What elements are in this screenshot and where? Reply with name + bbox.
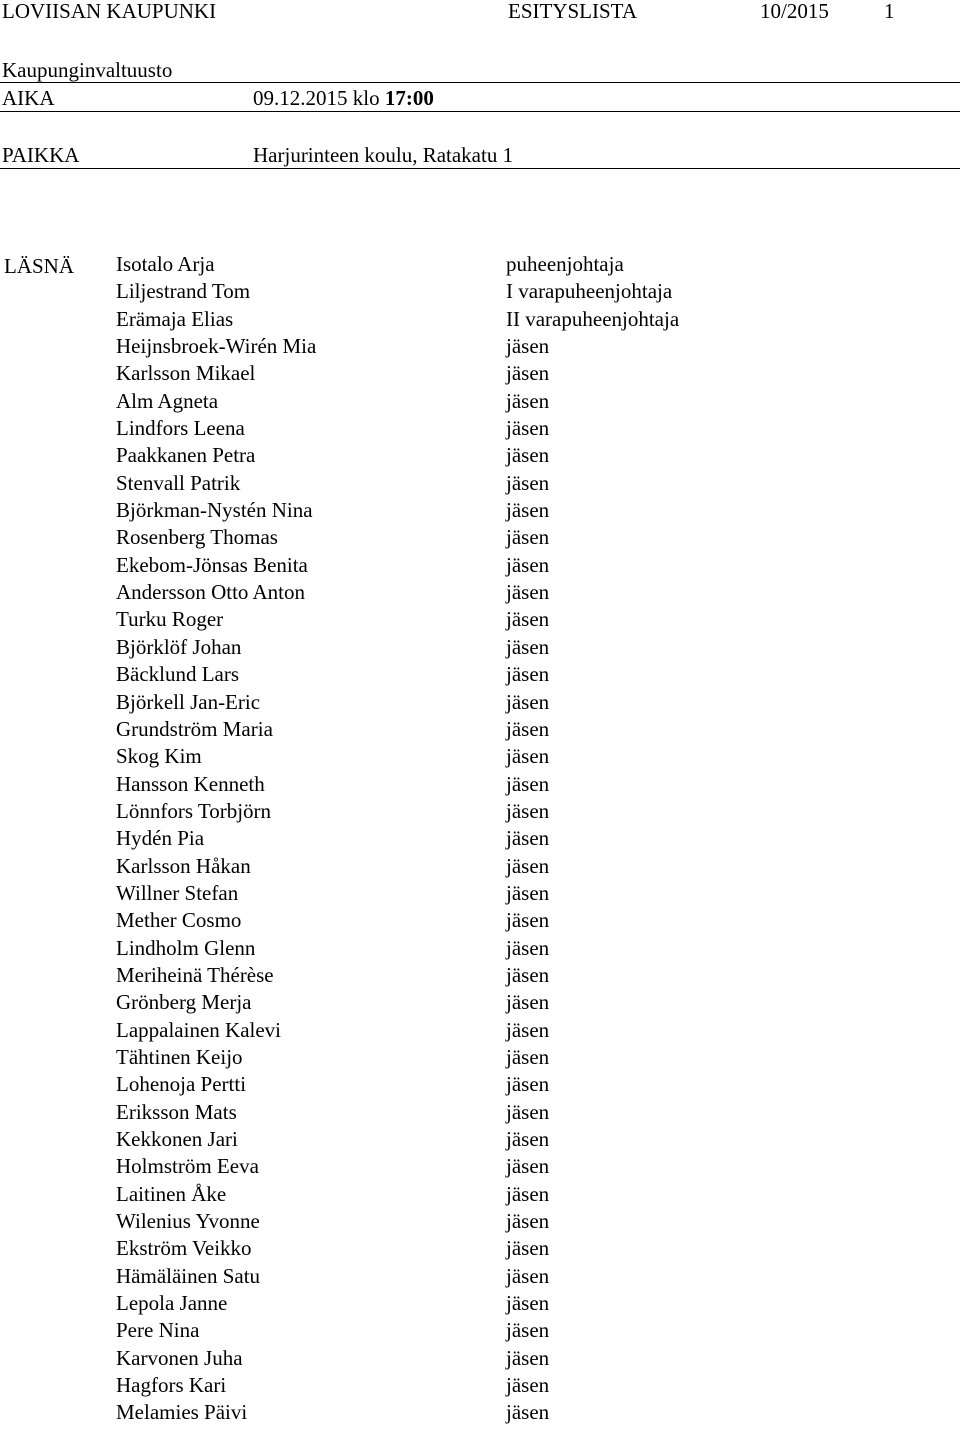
- list-item: [0, 527, 960, 554]
- member-role: jäsen: [506, 1345, 550, 1370]
- member-name: Pere Nina: [116, 1318, 200, 1343]
- member-name: Mether Cosmo: [116, 908, 242, 933]
- list-item: [0, 418, 960, 445]
- member-name: Lindfors Leena: [116, 416, 245, 441]
- member-name: Karvonen Juha: [116, 1345, 243, 1370]
- list-item: [0, 746, 960, 773]
- member-name: Hämäläinen Satu: [116, 1263, 261, 1288]
- member-role: jäsen: [506, 798, 550, 823]
- member-role: I varapuheenjohtaja: [506, 279, 673, 304]
- member-role: jäsen: [506, 361, 550, 386]
- member-name: Bäcklund Lars: [116, 662, 240, 687]
- place-label: PAIKKA: [2, 143, 80, 167]
- member-role: jäsen: [506, 388, 550, 413]
- list-item: [0, 363, 960, 390]
- member-role: jäsen: [506, 853, 550, 878]
- list-item: [0, 445, 960, 472]
- list-item: [0, 962, 960, 992]
- member-name: Grönberg Merja: [116, 990, 252, 1015]
- list-item: [0, 254, 960, 281]
- place-value: Harjurinteen koulu, Ratakatu 1: [253, 143, 514, 167]
- member-role: jäsen: [506, 716, 550, 741]
- member-name: Erämaja Elias: [116, 306, 234, 331]
- header-divider: [0, 82, 960, 83]
- member-role: jäsen: [506, 1209, 550, 1234]
- page-number: 1: [884, 0, 895, 23]
- list-item: [0, 992, 960, 1019]
- organization-name: LOVIISAN KAUPUNKI: [2, 0, 217, 23]
- time-value: [253, 88, 434, 109]
- document-number: 10/2015: [760, 0, 829, 23]
- member-role: jäsen: [506, 498, 550, 523]
- list-item: [0, 336, 960, 363]
- time-hour: 17:00: [384, 86, 434, 110]
- member-name: Holmström Eeva: [116, 1154, 259, 1179]
- member-name: Lepola Janne: [116, 1291, 228, 1316]
- list-item: [0, 582, 960, 609]
- member-role: jäsen: [506, 1400, 550, 1425]
- member-role: jäsen: [506, 935, 550, 960]
- member-role: puheenjohtaja: [506, 252, 624, 276]
- member-name: Karlsson Håkan: [116, 853, 251, 878]
- list-item: [0, 1181, 960, 1211]
- member-name: Liljestrand Tom: [116, 279, 251, 304]
- list-item: [0, 880, 960, 910]
- member-role: jäsen: [506, 1127, 550, 1151]
- list-item: [0, 1211, 960, 1238]
- member-name: Tähtinen Keijo: [116, 1044, 243, 1069]
- list-item: [0, 1017, 960, 1047]
- list-item: [0, 1320, 960, 1347]
- member-role: jäsen: [506, 1099, 550, 1124]
- member-name: Laitinen Åke: [116, 1181, 227, 1206]
- member-role: jäsen: [506, 990, 550, 1015]
- list-item: [0, 1263, 960, 1293]
- place-divider: [0, 168, 960, 169]
- member-name: Andersson Otto Anton: [116, 580, 305, 605]
- member-role: jäsen: [506, 525, 550, 550]
- list-item: [0, 716, 960, 746]
- member-name: Grundström Maria: [116, 716, 273, 741]
- list-item: [0, 771, 960, 801]
- document-type: ESITYSLISTA: [508, 0, 637, 23]
- list-item: [0, 388, 960, 418]
- member-name: Hagfors Kari: [116, 1373, 227, 1398]
- member-role: jäsen: [506, 908, 550, 933]
- list-item: [0, 1238, 960, 1265]
- time-divider: [0, 111, 960, 112]
- list-item: [0, 1345, 960, 1375]
- member-role: jäsen: [506, 1072, 550, 1097]
- member-name: Isotalo Arja: [116, 252, 215, 276]
- list-item: [0, 935, 960, 965]
- list-item: [0, 828, 960, 855]
- member-name: Rosenberg Thomas: [116, 525, 278, 550]
- member-role: jäsen: [506, 1263, 550, 1288]
- member-name: Willner Stefan: [116, 880, 239, 905]
- member-role: II varapuheenjohtaja: [506, 306, 680, 331]
- member-name: Stenvall Patrik: [116, 470, 241, 495]
- list-item: [0, 306, 960, 336]
- member-name: Lindholm Glenn: [116, 935, 256, 960]
- member-role: jäsen: [506, 1373, 550, 1398]
- list-item: [0, 1156, 960, 1183]
- member-name: Paakkanen Petra: [116, 443, 256, 468]
- member-name: Björklöf Johan: [116, 634, 242, 659]
- member-role: jäsen: [506, 470, 550, 495]
- member-role: jäsen: [506, 689, 550, 714]
- member-role: jäsen: [506, 634, 550, 659]
- list-item: [0, 664, 960, 691]
- member-name: Meriheinä Thérèse: [116, 962, 274, 987]
- list-item: [0, 609, 960, 636]
- member-role: jäsen: [506, 552, 550, 577]
- member-role: jäsen: [506, 1236, 550, 1261]
- member-name: Lönnfors Torbjörn: [116, 798, 272, 823]
- member-name: Ekebom-Jönsas Benita: [116, 552, 308, 577]
- member-name: Karlsson Mikael: [116, 361, 256, 386]
- member-role: jäsen: [506, 1154, 550, 1179]
- list-item: [0, 798, 960, 828]
- member-role: jäsen: [506, 962, 550, 987]
- member-name: Wilenius Yvonne: [116, 1209, 260, 1234]
- member-name: Björkman-Nystén Nina: [116, 498, 313, 523]
- list-item: [0, 910, 960, 937]
- member-role: jäsen: [506, 1017, 550, 1042]
- attendance-list: [0, 254, 960, 1430]
- member-role: jäsen: [506, 744, 550, 769]
- list-item: [0, 853, 960, 883]
- list-item: [0, 500, 960, 527]
- time-date: 09.12.2015 klo: [253, 86, 380, 110]
- member-role: jäsen: [506, 1044, 550, 1069]
- list-item: [0, 634, 960, 664]
- time-label: AIKA: [2, 86, 55, 110]
- member-role: jäsen: [506, 1291, 550, 1316]
- member-role: jäsen: [506, 416, 550, 441]
- member-name: Eriksson Mats: [116, 1099, 237, 1124]
- member-role: jäsen: [506, 1181, 550, 1206]
- list-item: [0, 1129, 960, 1156]
- member-name: Heijnsbroek-Wirén Mia: [116, 334, 317, 359]
- list-item: [0, 1044, 960, 1074]
- member-name: Ekström Veikko: [116, 1236, 252, 1261]
- list-item: [0, 552, 960, 582]
- member-name: Lohenoja Pertti: [116, 1072, 247, 1097]
- member-name: Kekkonen Jari: [116, 1127, 238, 1151]
- member-name: Lappalainen Kalevi: [116, 1017, 282, 1042]
- member-role: jäsen: [506, 662, 550, 687]
- list-item: [0, 1074, 960, 1101]
- member-role: jäsen: [506, 334, 550, 359]
- member-role: jäsen: [506, 771, 550, 796]
- list-item: [0, 1402, 960, 1429]
- governing-body: Kaupunginvaltuusto: [2, 58, 173, 82]
- member-role: jäsen: [506, 1318, 550, 1343]
- member-role: jäsen: [506, 826, 550, 851]
- member-name: Skog Kim: [116, 744, 202, 769]
- member-role: jäsen: [506, 443, 550, 468]
- list-item: [0, 281, 960, 308]
- list-item: [0, 1293, 960, 1320]
- member-name: Turku Roger: [116, 607, 224, 632]
- member-name: Alm Agneta: [116, 388, 219, 413]
- list-item: [0, 1375, 960, 1402]
- member-role: jäsen: [506, 607, 550, 632]
- member-role: jäsen: [506, 880, 550, 905]
- attendance-label: LÄSNÄ: [4, 254, 75, 278]
- member-name: Hansson Kenneth: [116, 771, 265, 796]
- list-item: [0, 470, 960, 500]
- member-name: Björkell Jan-Eric: [116, 689, 261, 714]
- member-name: Hydén Pia: [116, 826, 205, 851]
- list-item: [0, 1099, 960, 1129]
- member-name: Melamies Päivi: [116, 1400, 248, 1425]
- list-item: [0, 689, 960, 719]
- member-role: jäsen: [506, 580, 550, 605]
